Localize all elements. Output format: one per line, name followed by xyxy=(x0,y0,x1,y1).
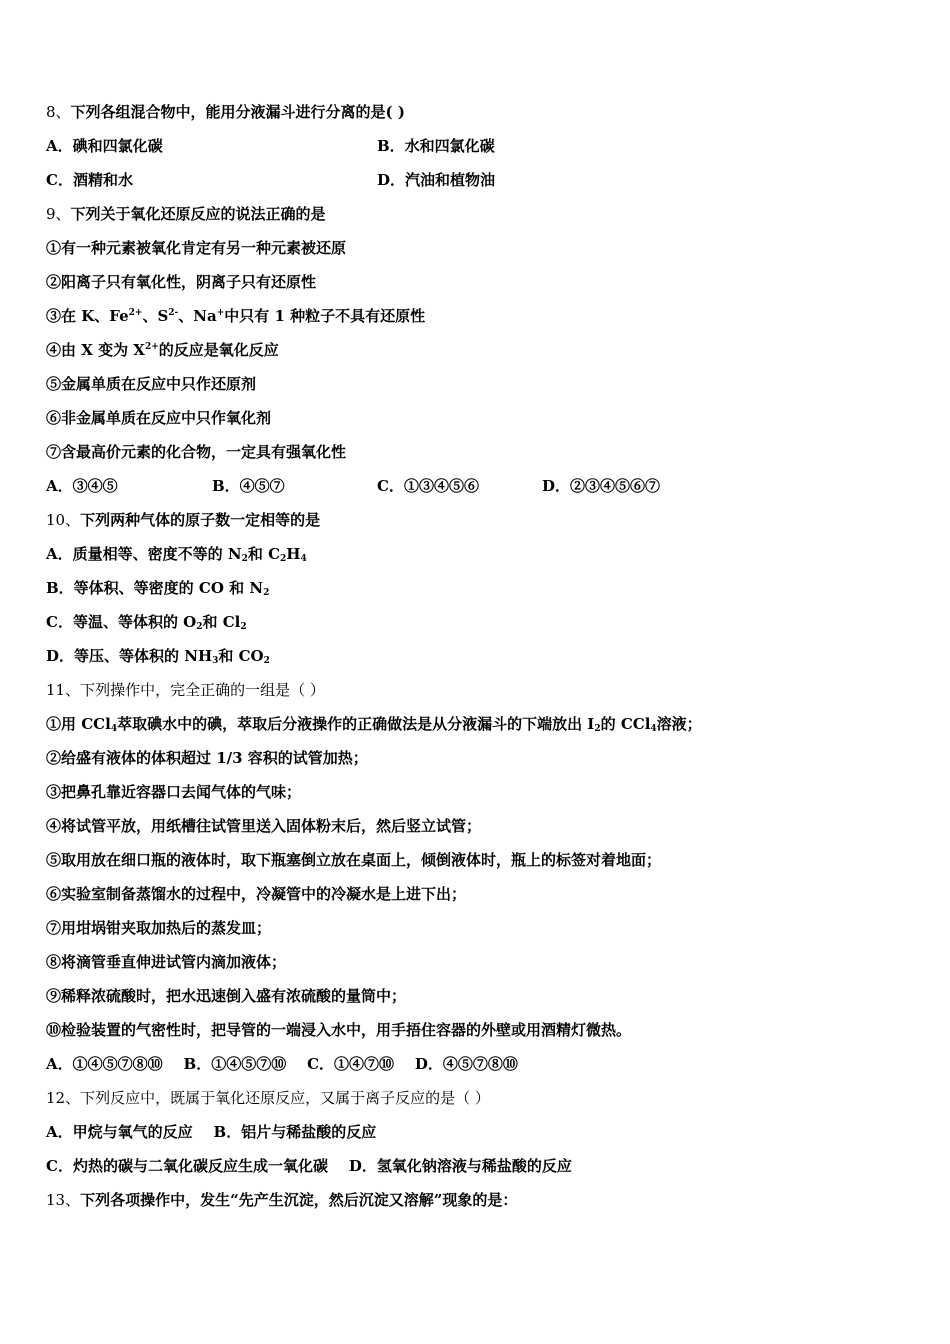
option-a: A．③④⑤ xyxy=(46,477,118,495)
option-b: B．水和四氯化碳 xyxy=(377,137,495,155)
q9-stem xyxy=(46,204,920,224)
subscript: 2 xyxy=(280,554,287,564)
q11-statement-9: ⑨稀释浓硫酸时，把水迅速倒入盛有浓硫酸的量筒中； xyxy=(46,987,407,1005)
text-part: 和 C xyxy=(247,545,281,563)
text-part: 和 CO xyxy=(218,647,264,665)
option-b: B．④⑤⑦ xyxy=(212,477,285,495)
text-part: 的反应是氧化反应 xyxy=(158,341,279,359)
text-part: B．等体积、等密度的 CO 和 N xyxy=(46,579,264,597)
question-number: 9、 xyxy=(46,205,71,223)
q10-option-d xyxy=(46,646,920,666)
q10-option-c xyxy=(46,612,920,632)
subscript: 2 xyxy=(263,588,270,598)
q11-statement-4: ④将试管平放，用纸槽往试管里送入固体粉末后，然后竖立试管； xyxy=(46,817,482,835)
q10-option-a xyxy=(46,544,920,564)
text-part: ③在 K、Fe xyxy=(46,307,129,325)
q12-options-ab: A．甲烷与氧气的反应 B．铝片与稀盐酸的反应 xyxy=(46,1123,377,1141)
option-d: D．②③④⑤⑥⑦ xyxy=(542,477,661,495)
subscript: 4 xyxy=(300,554,307,564)
q12-stem xyxy=(46,1088,920,1108)
text-part: ①用 CCl xyxy=(46,715,111,733)
subscript: 4 xyxy=(110,724,118,734)
option-d: D．汽油和植物油 xyxy=(377,171,496,189)
subscript: 4 xyxy=(650,724,657,734)
question-text: 下列操作中，完全正确的一组是（ ） xyxy=(80,681,325,699)
q11-statement-8: ⑧将滴管垂直伸进试管内滴加液体； xyxy=(46,953,287,971)
text-part: 、S xyxy=(142,307,169,325)
text-part: H xyxy=(286,545,301,563)
superscript: 2- xyxy=(168,308,179,318)
question-text: 下列关于氧化还原反应的说法正确的是 xyxy=(70,205,326,223)
question-number: 12、 xyxy=(46,1089,81,1107)
q11-statement-5: ⑤取用放在细口瓶的液体时，取下瓶塞倒立放在桌面上，倾倒液体时，瓶上的标签对着地面； xyxy=(46,851,662,869)
text-part: 溶液； xyxy=(656,715,702,733)
subscript: 2 xyxy=(240,622,247,632)
text-part: 萃取碘水中的碘，萃取后分液操作的正确做法是从分液漏斗的下端放出 I xyxy=(117,715,595,733)
q10-option-b xyxy=(46,578,920,598)
superscript: 2+ xyxy=(144,342,159,352)
question-number: 11、 xyxy=(46,681,81,699)
q10-stem xyxy=(46,510,920,530)
q11-options: A．①④⑤⑦⑧⑩ B．①④⑤⑦⑩ C．①④⑦⑩ D．④⑤⑦⑧⑩ xyxy=(46,1055,518,1073)
q9-statement-1: ①有一种元素被氧化肯定有另一种元素被还原 xyxy=(46,239,347,257)
text-part: ④由 X 变为 X xyxy=(46,341,145,359)
q11-statement-6: ⑥实验室制备蒸馏水的过程中，冷凝管中的冷凝水是上进下出； xyxy=(46,885,467,903)
text-part: 和 Cl xyxy=(202,613,241,631)
q11-statement-3: ③把鼻孔靠近容器口去闻气体的气味； xyxy=(46,783,302,801)
q11-statement-10: ⑩检验装置的气密性时，把导管的一端浸入水中，用手捂住容器的外壁或用酒精灯微热。 xyxy=(46,1021,632,1039)
q13-stem xyxy=(46,1190,920,1210)
q9-statement-3 xyxy=(46,306,920,326)
subscript: 3 xyxy=(212,656,219,666)
option-c: C．酒精和水 xyxy=(46,171,133,189)
subscript: 2 xyxy=(594,724,601,734)
text-part: A．质量相等、密度不等的 N xyxy=(46,545,242,563)
q11-stem xyxy=(46,680,920,700)
q11-statement-7: ⑦用坩埚钳夹取加热后的蒸发皿； xyxy=(46,919,272,937)
q11-statement-1 xyxy=(46,714,920,734)
question-number: 8、 xyxy=(46,103,71,121)
q12-options-cd: C．灼热的碳与二氧化碳反应生成一氧化碳 D．氢氧化钠溶液与稀盐酸的反应 xyxy=(46,1157,572,1175)
question-text: 下列反应中，既属于氧化还原反应，又属于离子反应的是（ ） xyxy=(80,1089,490,1107)
q8-stem xyxy=(46,102,920,122)
q9-statement-5: ⑤金属单质在反应中只作还原剂 xyxy=(46,375,257,393)
q9-statement-4 xyxy=(46,340,920,360)
question-number: 13、 xyxy=(46,1191,81,1209)
text-part: 、Na xyxy=(178,307,217,325)
question-number: 10、 xyxy=(46,511,81,529)
subscript: 2 xyxy=(241,554,248,564)
question-text: 下列两种气体的原子数一定相等的是 xyxy=(80,511,321,529)
text-part: D．等压、等体积的 NH xyxy=(46,647,213,665)
q11-statement-2: ②给盛有液体的体积超过 1/3 容积的试管加热； xyxy=(46,749,368,767)
question-text: 下列各组混合物中，能用分液漏斗进行分离的是( ) xyxy=(70,103,405,121)
q9-statement-2: ②阳离子只有氧化性，阴离子只有还原性 xyxy=(46,273,317,291)
subscript: 2 xyxy=(196,622,203,632)
superscript: 2+ xyxy=(128,308,143,318)
subscript: 2 xyxy=(263,656,270,666)
option-a: A．碘和四氯化碳 xyxy=(46,137,163,155)
text-part: 中只有 1 种粒子不具有还原性 xyxy=(224,307,426,325)
superscript: + xyxy=(216,308,225,318)
option-c: C．①③④⑤⑥ xyxy=(377,477,479,495)
q9-statement-7: ⑦含最高价元素的化合物，一定具有强氧化性 xyxy=(46,443,347,461)
q9-statement-6: ⑥非金属单质在反应中只作氧化剂 xyxy=(46,409,272,427)
text-part: C．等温、等体积的 O xyxy=(46,613,197,631)
question-text: 下列各项操作中，发生“先产生沉淀，然后沉淀又溶解”现象的是： xyxy=(80,1191,518,1209)
text-part: 的 CCl xyxy=(600,715,651,733)
